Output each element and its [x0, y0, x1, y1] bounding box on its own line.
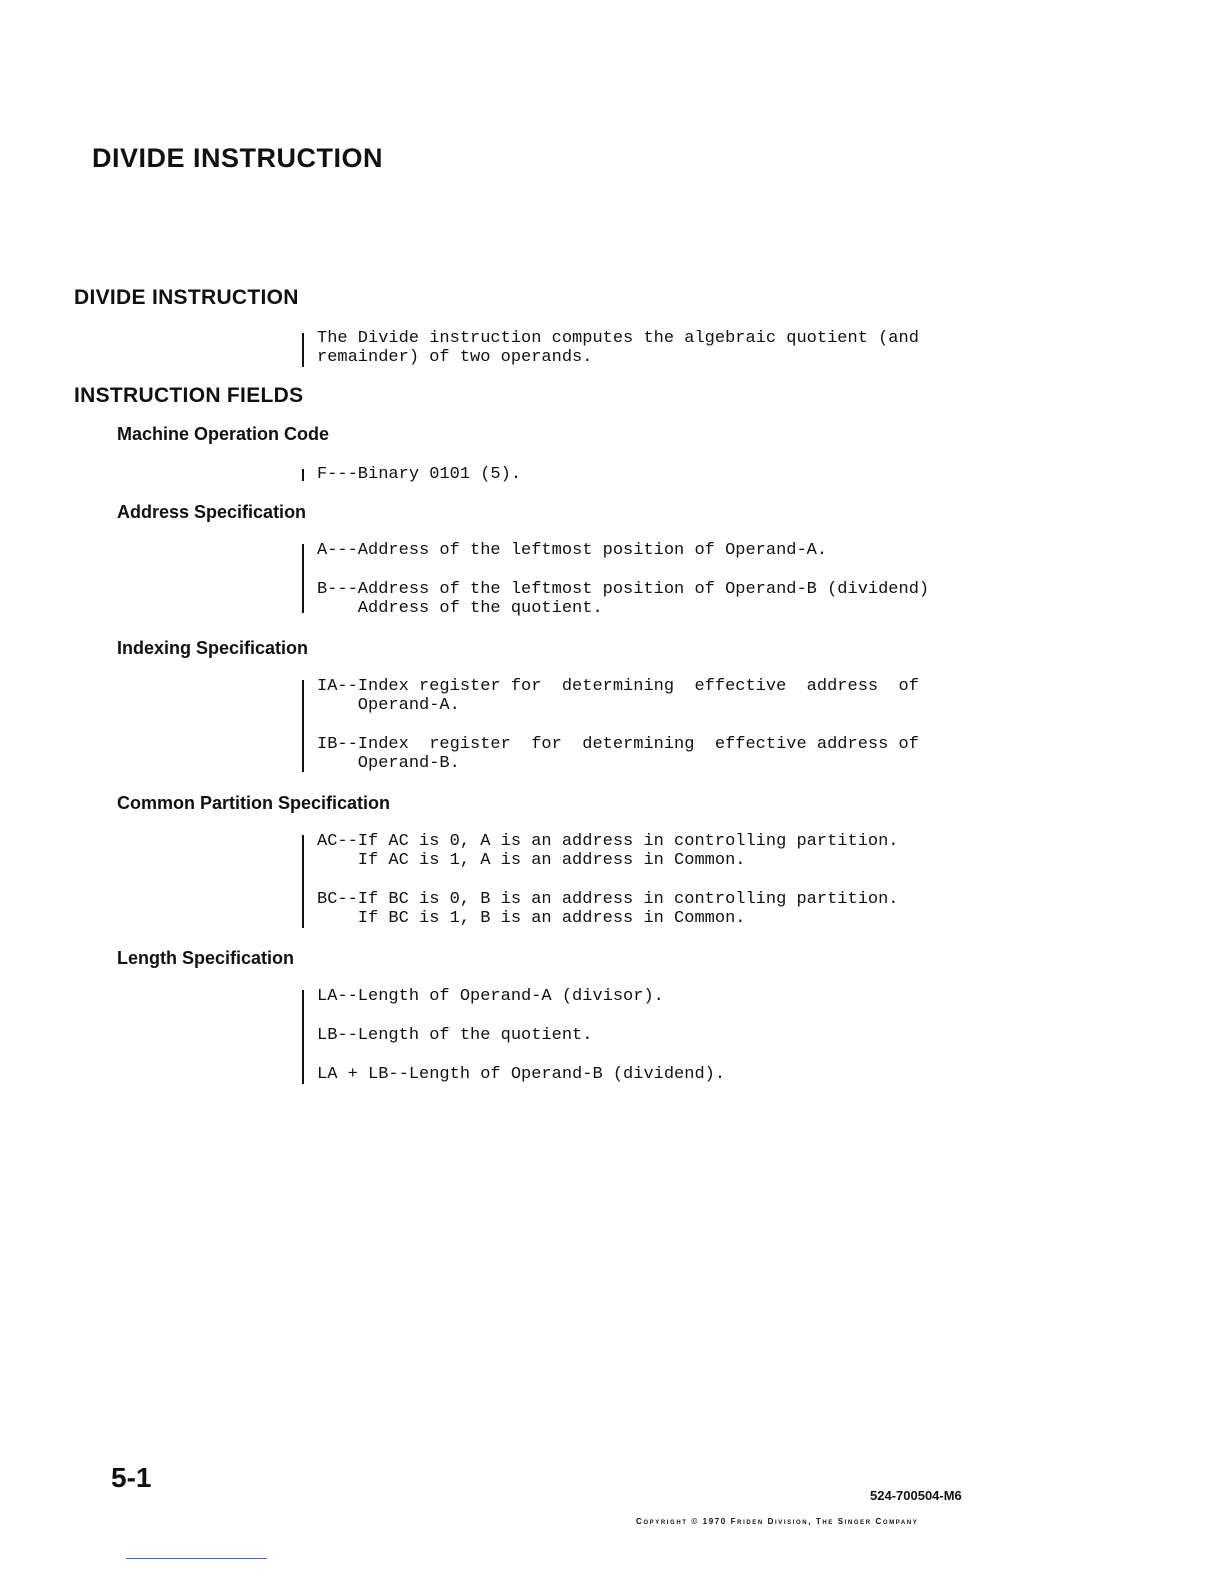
subheading-address-spec: Address Specification [117, 502, 307, 522]
index-ia-line-2: Operand-A. [317, 696, 460, 715]
section-heading-fields: INSTRUCTION FIELDS [74, 384, 304, 407]
common-bc-line-1: BC--If BC is 0, B is an address in controlling partition. [317, 890, 899, 909]
page-title: DIVIDE INSTRUCTION [92, 143, 384, 173]
change-bar [302, 544, 304, 613]
length-la-line: LA--Length of Operand-A (divisor). [317, 987, 664, 1006]
address-b-line-1: B---Address of the leftmost position of Operand-B (dividend) [317, 580, 930, 599]
intro-line-2: remainder) of two operands. [317, 348, 593, 367]
machine-op-line: F---Binary 0101 (5). [317, 465, 522, 484]
subheading-indexing-spec: Indexing Specification [117, 638, 309, 658]
section-heading-divide: DIVIDE INSTRUCTION [74, 286, 299, 309]
length-lalb-line: LA + LB--Length of Operand-B (dividend). [317, 1065, 726, 1084]
change-bar [302, 990, 304, 1084]
change-bar [302, 469, 304, 481]
change-bar [302, 835, 304, 928]
change-bar [302, 680, 304, 772]
index-ib-line-2: Operand-B. [317, 754, 460, 773]
intro-line-1: The Divide instruction computes the algebraic quotient (and [317, 329, 919, 348]
subheading-common-spec: Common Partition Specification [117, 793, 391, 813]
address-b-line-2: Address of the quotient. [317, 599, 603, 618]
index-ib-line-1: IB--Index register for determining effective address of [317, 735, 919, 754]
page-number: 5-1 [111, 1462, 152, 1493]
common-ac-line-1: AC--If AC is 0, A is an address in controlling partition. [317, 832, 899, 851]
copyright-notice: Copyright © 1970 Friden Division, The Singer Company [636, 1517, 919, 1526]
common-ac-line-2: If AC is 1, A is an address in Common. [317, 851, 746, 870]
common-bc-line-2: If BC is 1, B is an address in Common. [317, 909, 746, 928]
length-lb-line: LB--Length of the quotient. [317, 1026, 593, 1045]
subheading-length-spec: Length Specification [117, 948, 295, 968]
subheading-machine-op: Machine Operation Code [117, 424, 330, 444]
index-ia-line-1: IA--Index register for determining effective address of [317, 677, 919, 696]
change-bar [302, 333, 304, 367]
address-a-line: A---Address of the leftmost position of Operand-A. [317, 541, 828, 560]
footer-rule [126, 1558, 267, 1559]
document-number: 524-700504-M6 [870, 1488, 962, 1503]
